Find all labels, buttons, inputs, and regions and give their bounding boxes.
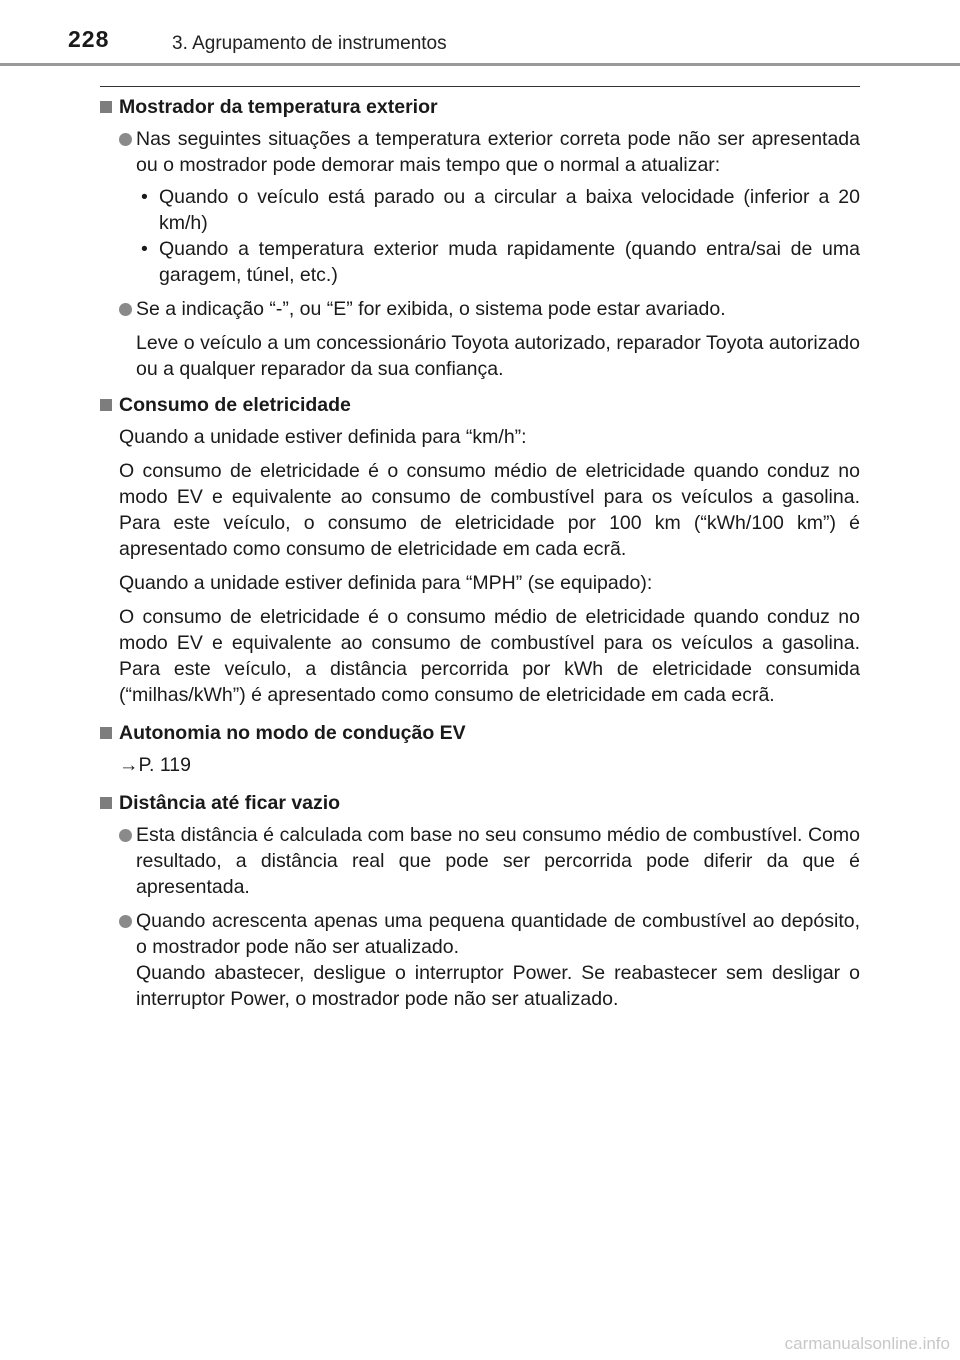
- section-distance-to-empty: [100, 790, 860, 1012]
- sub-item-text: Quando o veículo está parado ou a circular a baixa velocidade (inferior a 20 km/h): [159, 186, 860, 234]
- paragraph: Quando a unidade estiver definida para “MPH” (se equipado):: [119, 572, 653, 594]
- square-bullet-icon: [100, 399, 112, 411]
- bullet-text: Nas seguintes situações a temperatura exterior correta pode não ser apresentada ou o mostrador pode demorar mais tempo que o normal a atualizar:: [136, 128, 860, 176]
- bullet-item: [100, 126, 860, 178]
- section-heading: [100, 720, 860, 746]
- section-ev-range: [100, 720, 860, 778]
- section-electricity-consumption: [100, 392, 860, 708]
- bullet-continuation: Leve o veículo a um concessionário Toyota autorizado, reparador Toyota autorizado ou a qualquer reparador da sua confiança.: [136, 332, 860, 380]
- header-rule: [0, 63, 960, 66]
- bullet-text: Esta distância é calculada com base no seu consumo médio de combustível. Como resultado, a distância real que pode ser percorrida pode diferir da que é apresentada.: [136, 824, 860, 898]
- circle-bullet-icon: [119, 133, 132, 146]
- paragraph: Quando a unidade estiver definida para “km/h”:: [119, 426, 527, 448]
- paragraph: O consumo de eletricidade é o consumo médio de eletricidade quando conduz no modo EV e equivalente ao consumo de combustível para os veículos a gasolina. Para este veículo, a distância percorrida por kWh de eletricidade consumida (“milhas/kWh”) é apresentado como consumo de eletricidade em cada ecrã.: [119, 606, 860, 706]
- sub-list: [100, 184, 860, 288]
- sub-item-text: Quando a temperatura exterior muda rapidamente (quando entra/sai de uma garagem, túnel, etc.): [159, 238, 860, 286]
- section-heading: [100, 392, 860, 418]
- circle-bullet-icon: [119, 303, 132, 316]
- sub-list-item: [100, 236, 860, 288]
- page-header: [0, 0, 960, 66]
- page-content: [100, 94, 860, 1020]
- bullet-item: [100, 822, 860, 900]
- chapter-title: 3. Agrupamento de instrumentos: [172, 33, 447, 54]
- watermark: carmanualsonline.info: [784, 1334, 950, 1353]
- square-bullet-icon: [100, 101, 112, 113]
- bullet-text: Se a indicação “-”, ou “E” for exibida, o sistema pode estar avariado.: [136, 298, 726, 320]
- bullet-text: Quando acrescenta apenas uma pequena quantidade de combustível ao depósito, o mostrador pode não ser atualizado.: [136, 910, 860, 958]
- bullet-item: [100, 296, 860, 322]
- circle-bullet-icon: [119, 829, 132, 842]
- bullet-item: [100, 908, 860, 1012]
- section-title: Consumo de eletricidade: [119, 394, 351, 416]
- sub-list-item: [100, 184, 860, 236]
- page-reference-link[interactable]: →P. 119: [119, 754, 191, 776]
- square-bullet-icon: [100, 727, 112, 739]
- dot-bullet-icon: •: [141, 186, 148, 208]
- section-title: Mostrador da temperatura exterior: [119, 96, 438, 118]
- page-number: 228: [68, 26, 110, 52]
- section-heading: [100, 790, 860, 816]
- bullet-text: Quando abastecer, desligue o interruptor Power. Se reabastecer sem desligar o interruptor Power, o mostrador pode não ser atualizado.: [136, 962, 860, 1010]
- section-title: Autonomia no modo de condução EV: [119, 722, 466, 744]
- content-rule: [100, 86, 860, 87]
- square-bullet-icon: [100, 797, 112, 809]
- paragraph: O consumo de eletricidade é o consumo médio de eletricidade quando conduz no modo EV e equivalente ao consumo de combustível para os veículos a gasolina. Para este veículo, o consumo de eletricidade por 100 km (“kWh/100 km”) é apresentado como consumo de eletricidade em cada ecrã.: [119, 460, 860, 560]
- section-outside-temperature: [100, 94, 860, 382]
- section-heading: [100, 94, 860, 120]
- dot-bullet-icon: •: [141, 238, 148, 260]
- circle-bullet-icon: [119, 915, 132, 928]
- section-title: Distância até ficar vazio: [119, 792, 341, 814]
